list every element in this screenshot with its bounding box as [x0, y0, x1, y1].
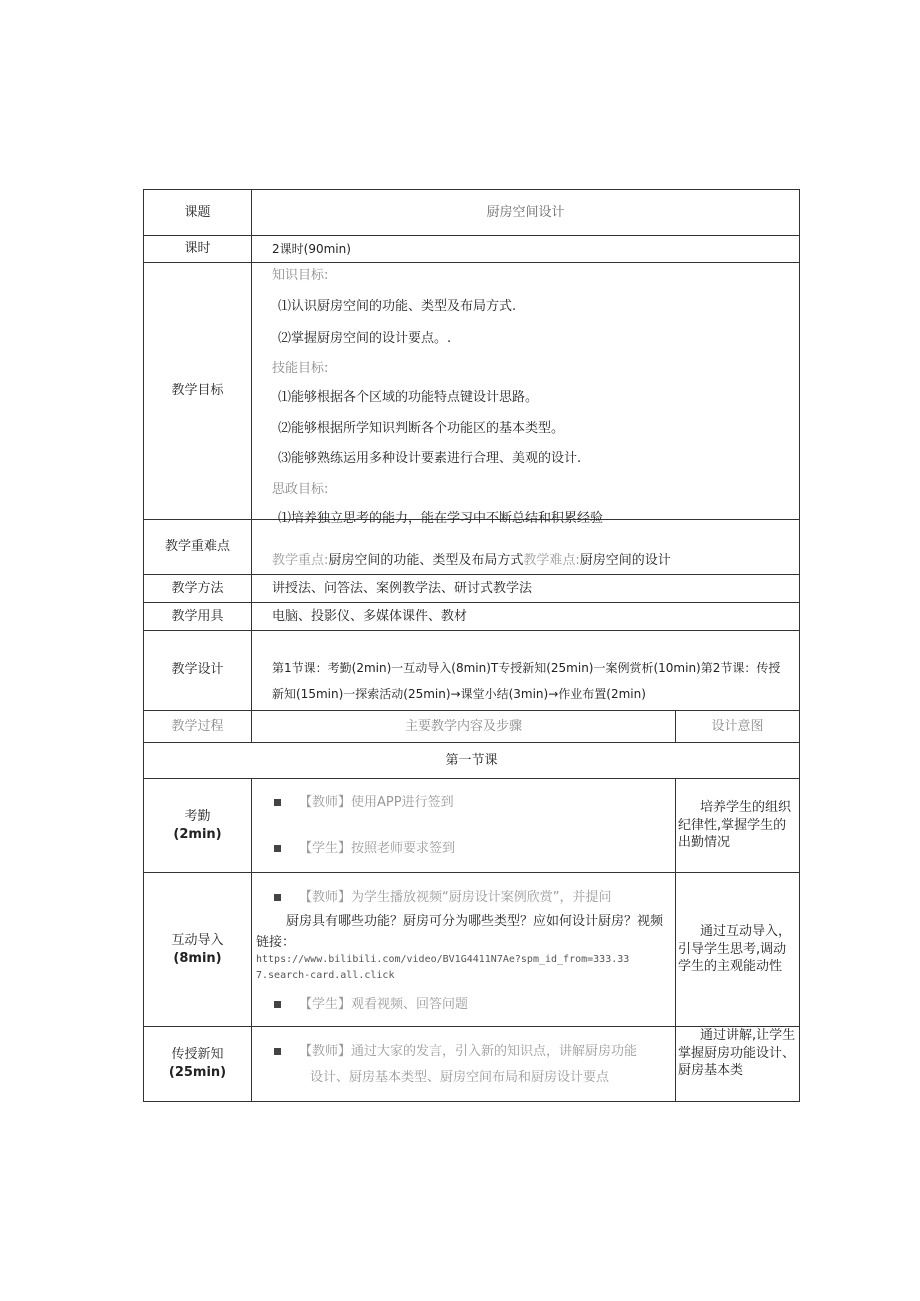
design-label: 教学设计	[144, 631, 252, 711]
key-points-row	[144, 520, 800, 575]
bullet-icon	[274, 845, 281, 852]
topic-label: 课题	[144, 190, 252, 236]
step-time: (8min)	[173, 950, 222, 966]
method-label: 教学方法	[144, 575, 252, 603]
bullet-icon	[274, 799, 281, 806]
teacher-step: 【教师】为学生播放视频“厨房设计案例欣赏”，并提问	[256, 886, 675, 910]
key-prefix: 教学重点:	[272, 553, 329, 569]
video-link: https://www.bilibili.com/video/BV1G4411N7Ae?spm_id_from=333.33	[256, 953, 630, 965]
step-name: 传授新知	[171, 1047, 224, 1063]
topic-title: 厨房空间设计	[252, 190, 800, 236]
teacher-step-cont: 设计、厨房基本类型、厨房空间布局和厨房设计要点	[310, 1070, 610, 1085]
goals-label: 教学目标	[144, 263, 252, 520]
col-intent-header: 设计意图	[676, 711, 800, 743]
process-row	[144, 779, 800, 873]
step-time: (2min)	[173, 826, 222, 842]
step-name: 考勤	[184, 808, 211, 824]
step-intent: 培养学生的组织纪律性,掌握学生的出勤情况	[676, 779, 800, 873]
skill-item: ⑴能够根据各个区域的功能特点键设计思路。	[278, 390, 539, 405]
hours-row	[144, 236, 800, 263]
skill-item: ⑵能够根据所学知识判断各个功能区的基本类型。	[278, 421, 565, 436]
key-text: 厨房空间的功能、类型及布局方式	[328, 553, 524, 569]
skill-title: 技能目标:	[272, 361, 329, 376]
step-time: (25min)	[168, 1065, 227, 1080]
tools-value: 电脑、投影仪、多媒体课件、教材	[252, 603, 800, 631]
hours-value: 2课时(90min)	[252, 236, 800, 263]
teacher-step: 【教师】使用APP进行签到	[274, 794, 675, 812]
design-row	[144, 631, 800, 711]
tools-row	[144, 603, 800, 631]
section-row	[144, 743, 800, 779]
difficulty-prefix: 教学难点:	[523, 553, 580, 569]
col-content-header: 主要教学内容及步骤	[252, 711, 676, 743]
tools-label: 教学用具	[144, 603, 252, 631]
col-process-header: 教学过程	[144, 711, 252, 743]
step-intent: 通过互动导入，引导学生思考,调动学生的主观能动性	[676, 873, 800, 1027]
ideology-item: ⑴培养独立思考的能力，能在学习中不断总结和积累经验	[278, 511, 604, 526]
goals-row	[144, 263, 800, 520]
ideology-title: 思政目标:	[272, 482, 329, 497]
video-link-cont: 7.search-card.all.click	[256, 969, 395, 981]
student-step: 【学生】观看视频、回答问题	[256, 996, 675, 1014]
key-points-label: 教学重难点	[144, 520, 252, 575]
knowledge-title: 知识目标:	[272, 268, 329, 283]
goals-list	[252, 263, 799, 526]
lesson-plan-table	[143, 189, 800, 1102]
step-intent: 通过讲解,让学生掌握厨房功能设计、厨房基本类	[676, 1027, 800, 1102]
method-value: 讲授法、问答法、案例教学法、研讨式教学法	[252, 575, 800, 603]
bullet-icon	[274, 1048, 281, 1055]
teacher-step-cont: 厨房具有哪些功能？厨房可分为哪些类型？应如何设计厨房？视频	[286, 913, 664, 929]
student-step: 【学生】按照老师要求签到	[274, 840, 675, 858]
difficulty-text: 厨房空间的设计	[579, 553, 671, 569]
knowledge-item: ⑵掌握厨房空间的设计要点。.	[278, 331, 452, 346]
design-line: 新知(15min)一探索活动(25min)→课堂小结(3min)→作业布置(2min)	[272, 687, 646, 701]
skill-item: ⑶能够熟练运用多种设计要素进行合理、美观的设计.	[278, 451, 582, 466]
method-row	[144, 575, 800, 603]
bullet-icon	[274, 1001, 281, 1008]
process-row	[144, 873, 800, 1027]
teacher-step: 【教师】通过大家的发言，引入新的知识点，讲解厨房功能	[274, 1039, 675, 1065]
bullet-icon	[274, 894, 281, 901]
design-line: 第1节课：考勤(2min)一互动导入(8min)T专授新知(25min)一案例赏析(10min)第2节课：传授	[272, 661, 781, 675]
step-name: 互动导入	[171, 932, 224, 948]
topic-row	[144, 190, 800, 236]
process-header-row	[144, 711, 800, 743]
section-title: 第一节课	[144, 743, 800, 779]
process-row	[144, 1027, 800, 1102]
knowledge-item: ⑴认识厨房空间的功能、类型及布局方式.	[278, 299, 517, 314]
hours-label: 课时	[144, 236, 252, 263]
link-label: 链接：	[256, 934, 296, 950]
